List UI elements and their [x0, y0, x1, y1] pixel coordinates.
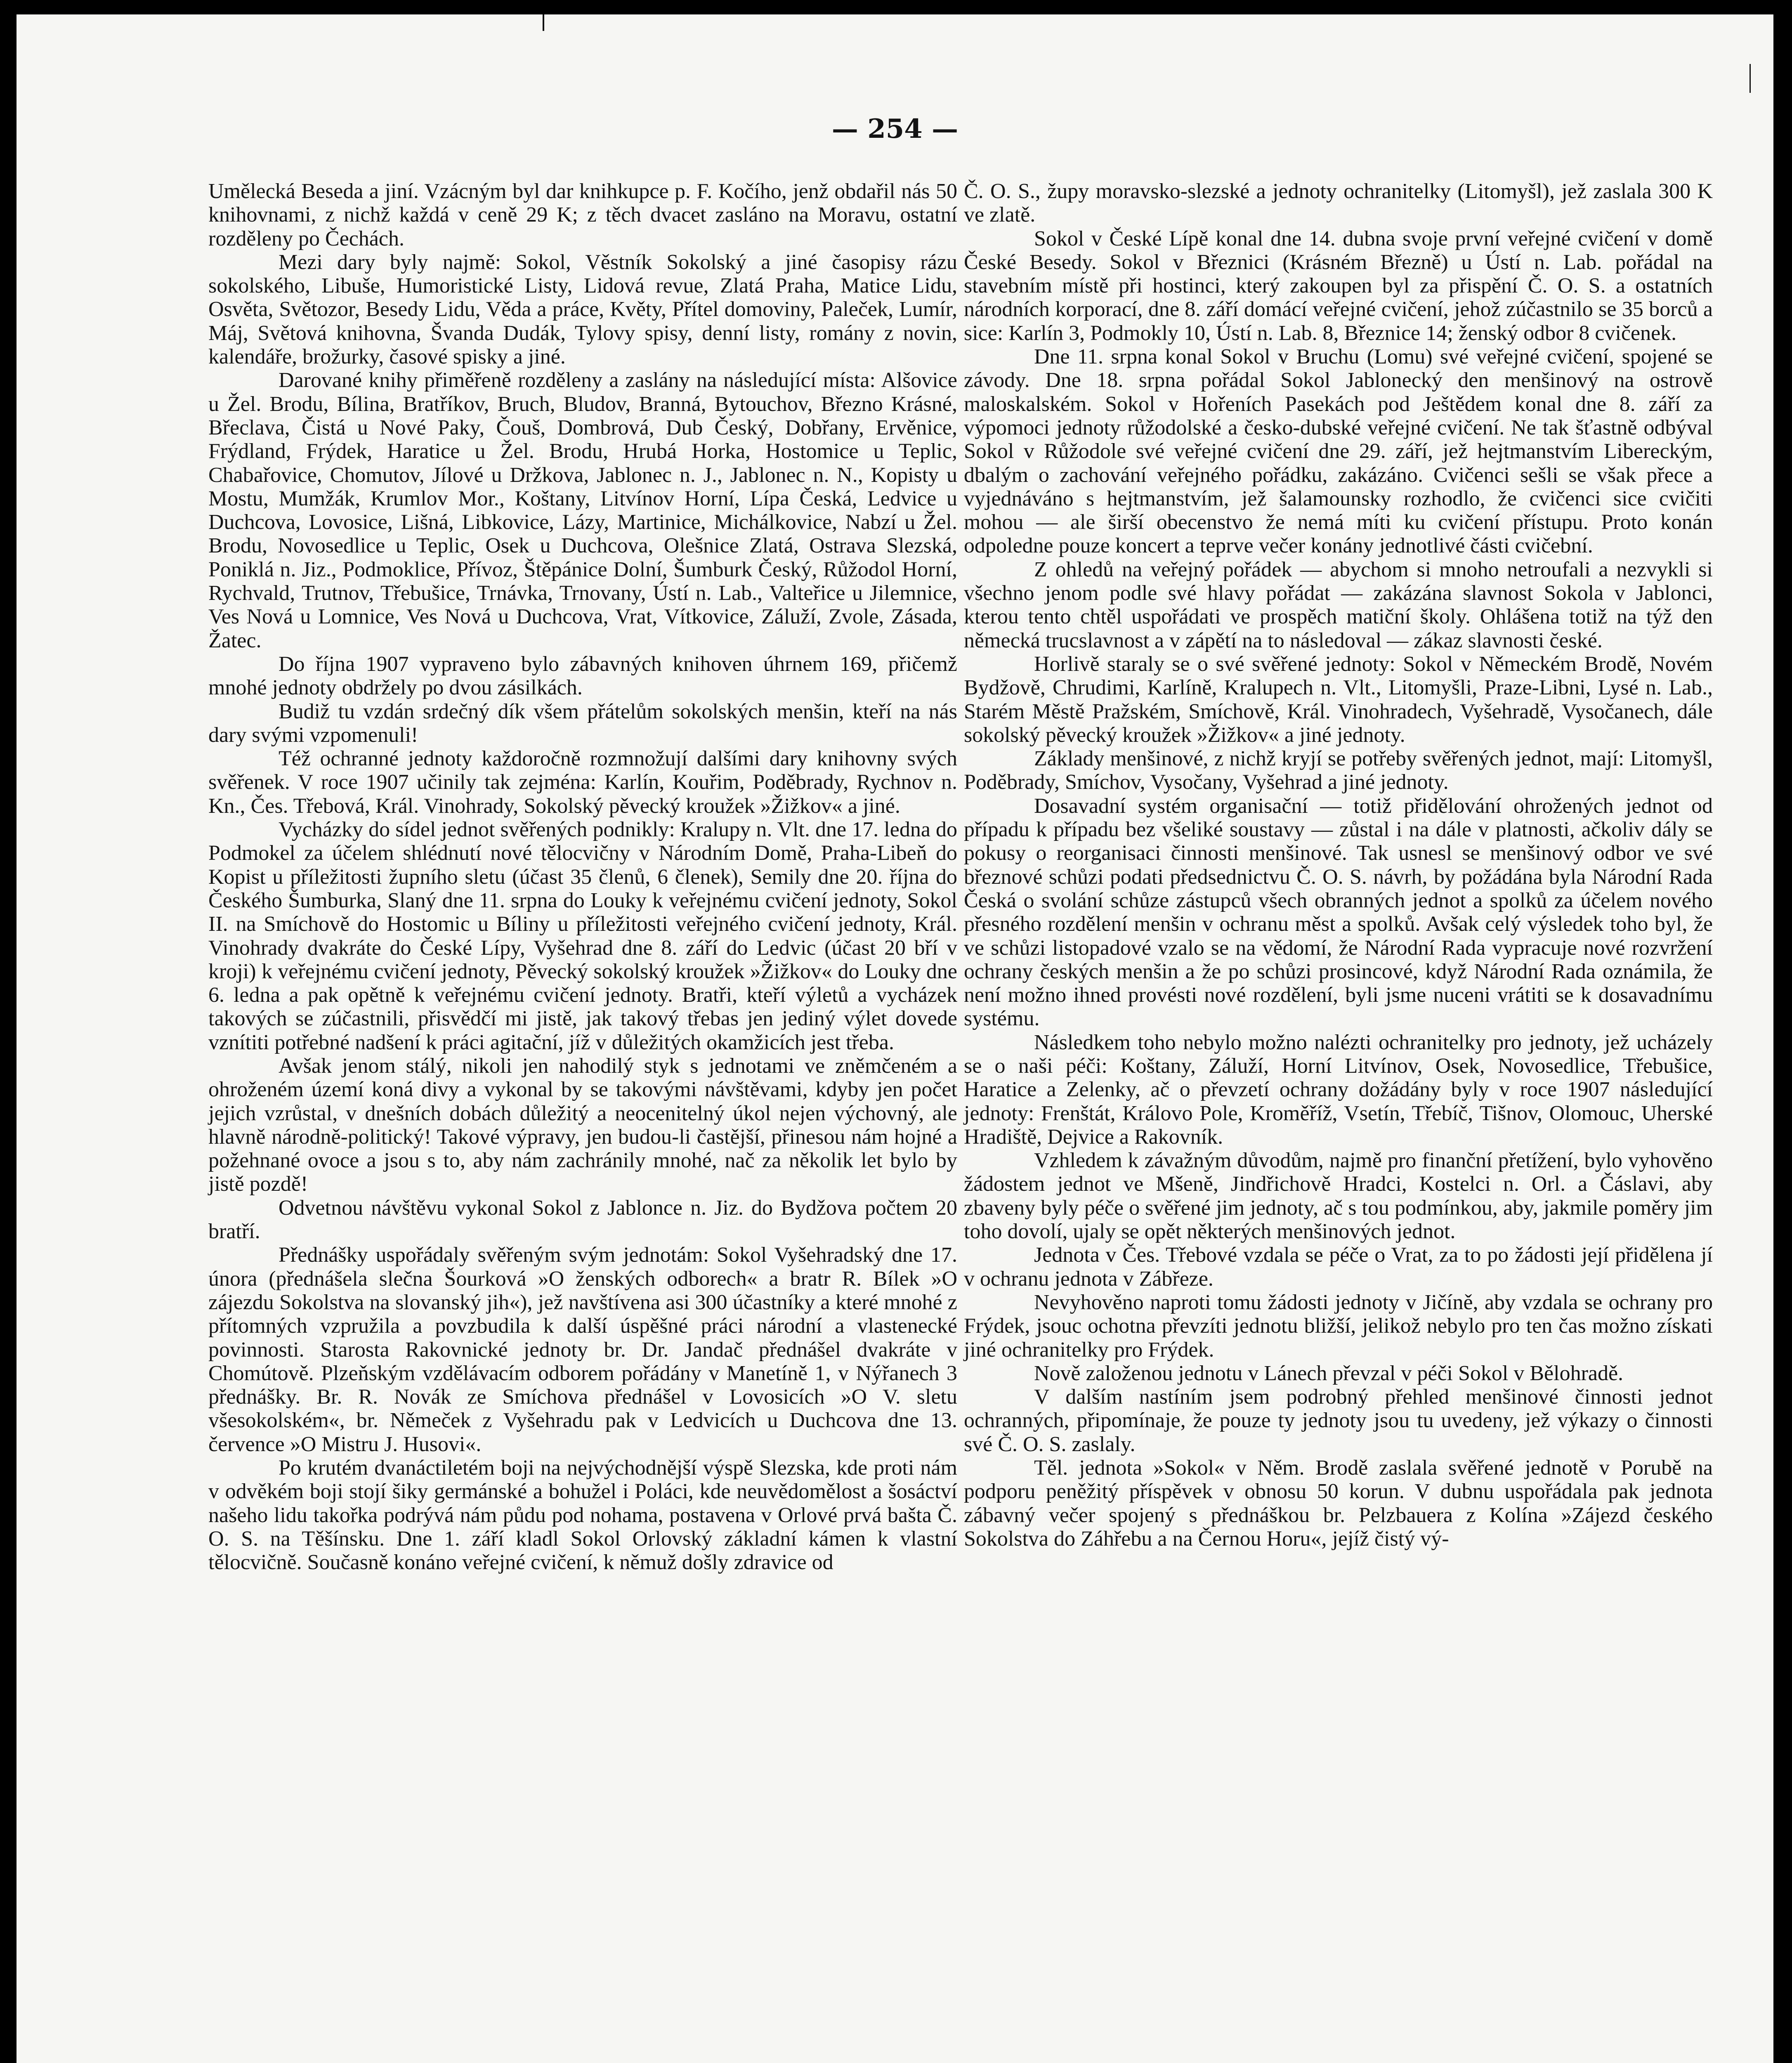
paragraph: Následkem toho nebylo možno nalézti ochranitelky pro jednoty, jež ucházely se o naši péči: Koštany, Záluží, Horní Litvínov, Osek, Novosedlice, Třebušice, Haratice a Zelenky, ač o převzetí ochrany dožádány byly v roce 1907 následující jednoty: Frenštát, Královo Pole, Kroměříž, Vsetín, Třebíč, Tišnov, Olomouc, Uherské Hradiště, Dejvice a Rakovník. — [964, 1030, 1713, 1149]
paragraph: Mezi dary byly najmě: Sokol, Věstník Sokolský a jiné časopisy rázu sokolského, Libuše, Humoristické Listy, Lidová revue, Zlatá Praha, Matice Lidu, Osvěta, Světozor, Besedy Lidu, Věda a práce, Květy, Přítel domoviny, Paleček, Lumír, Máj, Světová knihovna, Švanda Dudák, Tylovy spisy, denní listy, romány z novin, kalendáře, brožurky, časové spisky a jiné. — [208, 250, 957, 369]
paragraph: Základy menšinové, z nichž kryjí se potřeby svěřených jednot, mají: Litomyšl, Poděbrady, Smíchov, Vysočany, Vyšehrad a jiné jednoty. — [964, 747, 1713, 794]
right-column — [964, 179, 1713, 1551]
scan-edge-mark-top — [543, 14, 544, 31]
paragraph: Po krutém dvanáctiletém boji na nejvýchodnější výspě Slezska, kde proti nám v odvěkém boji stojí šiky germánské a bohužel i Poláci, kde neuvědomělost a šosáctví našeho lidu takořka podrývá nám půdu pod nohama, postavena v Orlové prvá bašta Č. O. S. na Těšínsku. Dne 1. září kladl Sokol Orlovský základní kámen k vlastní tělocvičně. Současně konáno veřejné cvičení, k němuž došly zdravice od — [208, 1456, 957, 1574]
paragraph: Dne 11. srpna konal Sokol v Bruchu (Lomu) své veřejné cvičení, spojené se závody. Dne 18. srpna pořádal Sokol Jablonecký den menšinový na ostrově maloskalském. Sokol v Hořeních Pasekách pod Ještědem konal dne 8. září za výpomoci jednoty růžodolské a česko-dubské veřejné cvičení. Ne tak šťastně odbýval Sokol v Růžodole své veřejné cvičení dne 29. září, jež hejtmanstvím Libereckým, dbalým o zachování veřejného pořádku, zakázáno. Cvičenci sešli se však přece a vyjednáváno s hejtmanstvím, jež šalamounsky rozhodlo, že cvičenci sice cvičiti mohou — ale širší obecenstvo že nemá míti ku cvičení přístupu. Proto konán odpoledne pouze koncert a teprve večer konány jednotlivé části cvičební. — [964, 345, 1713, 558]
paragraph: Těl. jednota »Sokol« v Něm. Brodě zaslala svěřené jednotě v Porubě na podporu peněžitý příspěvek v obnosu 50 korun. V dubnu uspořádala pak jednota zábavný večer spojený s přednáškou br. Pelzbauera z Kolína »Zájezd českého Sokolstva do Záhřebu a na Černou Horu«, jejíž čistý vý- — [964, 1456, 1713, 1551]
paragraph: Umělecká Beseda a jiní. Vzácným byl dar knihkupce p. F. Kočího, jenž obdařil nás 50 knihovnami, z nichž každá v ceně 29 K; z těch dvacet zasláno na Moravu, ostatní rozděleny po Čechách. — [208, 179, 957, 250]
paragraph: Z ohledů na veřejný pořádek — abychom si mnoho netroufali a nezvykli si všechno jenom podle své hlavy pořádat — zakázána slavnost Sokola v Jablonci, kterou tento chtěl uspořádati ve prospěch matiční školy. Ohlášena totiž na týž den německá trucslavnost a v zápětí na to následoval — zákaz slavnosti české. — [964, 557, 1713, 652]
paragraph: Přednášky uspořádaly svěřeným svým jednotám: Sokol Vyšehradský dne 17. února (přednášela slečna Šourková »O ženských odborech« a bratr R. Bílek »O zájezdu Sokolstva na slovanský jih«), jež navštívena asi 300 účastníky a které mnohé z přítomných vzpružila a povzbudila k další úspěšné práci národní a vlastenecké povinnosti. Starosta Rakovnické jednoty br. Dr. Jandač přednášel dvakráte v Chomútově. Plzeňským vzdělávacím odborem pořádány v Manetíně 1, v Nýřanech 3 přednášky. Br. R. Novák ze Smíchova přednášel v Lovosicích »O V. sletu všesokolském«, br. Němeček z Vyšehradu pak v Ledvicích u Duchcova dne 13. července »O Mistru J. Husovi«. — [208, 1243, 957, 1456]
paragraph: Horlivě staraly se o své svěřené jednoty: Sokol v Německém Brodě, Novém Bydžově, Chrudimi, Karlíně, Kralupech n. Vlt., Litomyšli, Praze-Libni, Lysé n. Lab., Starém Městě Pražském, Smíchově, Král. Vinohradech, Vyšehradě, Vysočanech, dále sokolský pěvecký kroužek »Žižkov« a jiné jednoty. — [964, 652, 1713, 747]
scan-edge-mark-right — [1750, 64, 1751, 93]
paragraph: Avšak jenom stálý, nikoli jen nahodilý styk s jednotami ve zněmčeném a ohroženém území koná divy a vykonal by se takovými návštěvami, kdyby jen počet jejich vzrůstal, v dnešních dobách důležitý a neocenitelný úkol nejen výchovný, ale hlavně národně-politický! Takové výpravy, jen budou-li častější, přinesou nám hojné a požehnané ovoce a jsou s to, aby nám zachránily mnohé, nač za několik let bylo by jistě pozdě! — [208, 1054, 957, 1196]
left-column — [208, 179, 957, 1574]
paragraph: Darované knihy přiměřeně rozděleny a zaslány na následující místa: Alšovice u Žel. Brodu, Bílina, Bratříkov, Bruch, Bludov, Branná, Bytouchov, Březno Krásné, Břeclava, Čistá u Nové Paky, Čouš, Dombrová, Dub Český, Dobřany, Ervěnice, Frýdland, Frýdek, Haratice u Žel. Brodu, Hrubá Horka, Hostomice u Teplic, Chabařovice, Chomutov, Jílové u Držkova, Jablonec n. J., Jablonec n. N., Kopisty u Mostu, Mumžák, Krumlov Mor., Koštany, Litvínov Horní, Lípa Česká, Ledvice u Duchcova, Lovosice, Lišná, Libkovice, Lázy, Martinice, Michálkovice, Nabzí u Žel. Brodu, Novosedlice u Teplic, Osek u Duchcova, Olešnice Zlatá, Ostrava Slezská, Poniklá n. Jiz., Podmoklice, Přívoz, Štěpánice Dolní, Šumburk Český, Růžodol Horní, Rychvald, Trutnov, Třebušice, Trnávka, Trnovany, Ústí n. Lab., Valteřice u Jilemnice, Ves Nová u Lomnice, Ves Nová u Duchcova, Vrat, Vítkovice, Záluží, Zvole, Zásada, Žatec. — [208, 368, 957, 652]
paragraph: V dalším nastíním jsem podrobný přehled menšinové činnosti jednot ochranných, připomínaje, že pouze ty jednoty jsou tu uvedeny, jež výkazy o činnosti své Č. O. S. zaslaly. — [964, 1385, 1713, 1456]
paragraph: Vzhledem k závažným důvodům, najmě pro finanční přetížení, bylo vyhověno žádostem jednot ve Mšeně, Jindřichově Hradci, Kostelci n. Orl. a Čáslavi, aby zbaveny byly péče o svěřené jim jednoty, ač s tou podmínkou, aby, jakmile poměry jim toho dovolí, ujaly se opět některých menšinových jednot. — [964, 1149, 1713, 1244]
scanned-page — [17, 14, 1773, 2063]
paragraph: Budiž tu vzdán srdečný dík všem přátelům sokolských menšin, kteří na nás dary svými vzpomenuli! — [208, 699, 957, 747]
paragraph: Dosavadní systém organisační — totiž přidělování ohrožených jednot od případu k případu bez všeliké soustavy — zůstal i na dále v platnosti, ačkoliv dály se pokusy o reorganisaci činnosti menšinové. Tak usnesl se menšinový odbor ve své březnové schůzi podati předsednictvu Č. O. S. návrh, by požádána byla Národní Rada Česká o svolání schůze zástupců všech obranných jednot a spolků za účelem nového přesného rozdělení menšin v ochranu měst a spolků. Avšak celý výsledek toho byl, že ve schůzi listopadové vzalo se na vědomí, že Národní Rada vypracuje nové rozvržení ochrany českých menšin a že po schůzi prosincové, když Národní Rada oznámila, že není možno ihned provésti nové rozdělení, byli jsme nuceni vrátiti se k dosavadnímu systému. — [964, 794, 1713, 1031]
paragraph: Nevyhověno naproti tomu žádosti jednoty v Jičíně, aby vzdala se ochrany pro Frýdek, jsouc ochotna převzíti jednotu bližší, jelikož nebylo pro ten čas možno získati jiné ochranitelky pro Frýdek. — [964, 1290, 1713, 1362]
paragraph: Č. O. S., župy moravsko-slezské a jednoty ochranitelky (Litomyšl), jež zaslala 300 K ve zlatě. — [964, 179, 1713, 227]
paragraph: Odvetnou návštěvu vykonal Sokol z Jablonce n. Jiz. do Bydžova počtem 20 bratří. — [208, 1196, 957, 1244]
paragraph: Do října 1907 vypraveno bylo zábavných knihoven úhrnem 169, přičemž mnohé jednoty obdržely po dvou zásilkách. — [208, 652, 957, 700]
paragraph: Též ochranné jednoty každoročně rozmnožují dalšími dary knihovny svých svěřenek. V roce 1907 učinily tak zejména: Karlín, Kouřim, Poděbrady, Rychnov n. Kn., Čes. Třebová, Král. Vinohrady, Sokolský pěvecký kroužek »Žižkov« a jiné. — [208, 747, 957, 818]
paragraph: Nově založenou jednotu v Lánech převzal v péči Sokol v Bělohradě. — [1034, 1361, 1624, 1385]
page-number: — 254 — — [831, 113, 959, 144]
paragraph: Sokol v České Lípě konal dne 14. dubna svoje první veřejné cvičení v domě České Besedy. Sokol v Březnici (Krásném Březně) u Ústí n. Lab. pořádal na stavebním místě při hostinci, který zakoupen byl za přispění Č. O. S. a ostatních národních korporací, dne 8. září domácí veřejné cvičení, jehož zúčastnilo se 35 borců a sice: Karlín 3, Podmokly 10, Ústí n. Lab. 8, Březnice 14; ženský odbor 8 cvičenek. — [964, 227, 1713, 345]
paragraph: Jednota v Čes. Třebové vzdala se péče o Vrat, za to po žádosti její přidělena jí v ochranu jednota v Zábřeze. — [964, 1243, 1713, 1291]
paragraph: Vycházky do sídel jednot svěřených podnikly: Kralupy n. Vlt. dne 17. ledna do Podmokel za účelem shlédnutí nové tělocvičny v Národním Domě, Praha-Libeň do Kopist u příležitosti župního sletu (účast 35 členů, 6 členek), Semily dne 20. října do Českého Šumburka, Slaný dne 11. srpna do Louky k veřejnému cvičení jednoty, Sokol II. na Smíchově do Hostomic u Bíliny u příležitosti veřejného cvičení jednoty, Král. Vinohrady dvakráte do České Lípy, Vyšehrad dne 8. září do Ledvic (účast 20 bří v kroji) k veřejnému cvičení jednoty, Pěvecký sokolský kroužek »Žižkov« do Louky dne 6. ledna a pak opětně k veřejnému cvičení jednoty. Bratři, kteří výletů a vycházek takových se zúčastnili, přisvědčí mi jistě, jak takový třebas jen jediný výlet dovede vznítiti potřebné nadšení k práci agitační, jíž v důležitých okamžicích jest třeba. — [208, 818, 957, 1054]
